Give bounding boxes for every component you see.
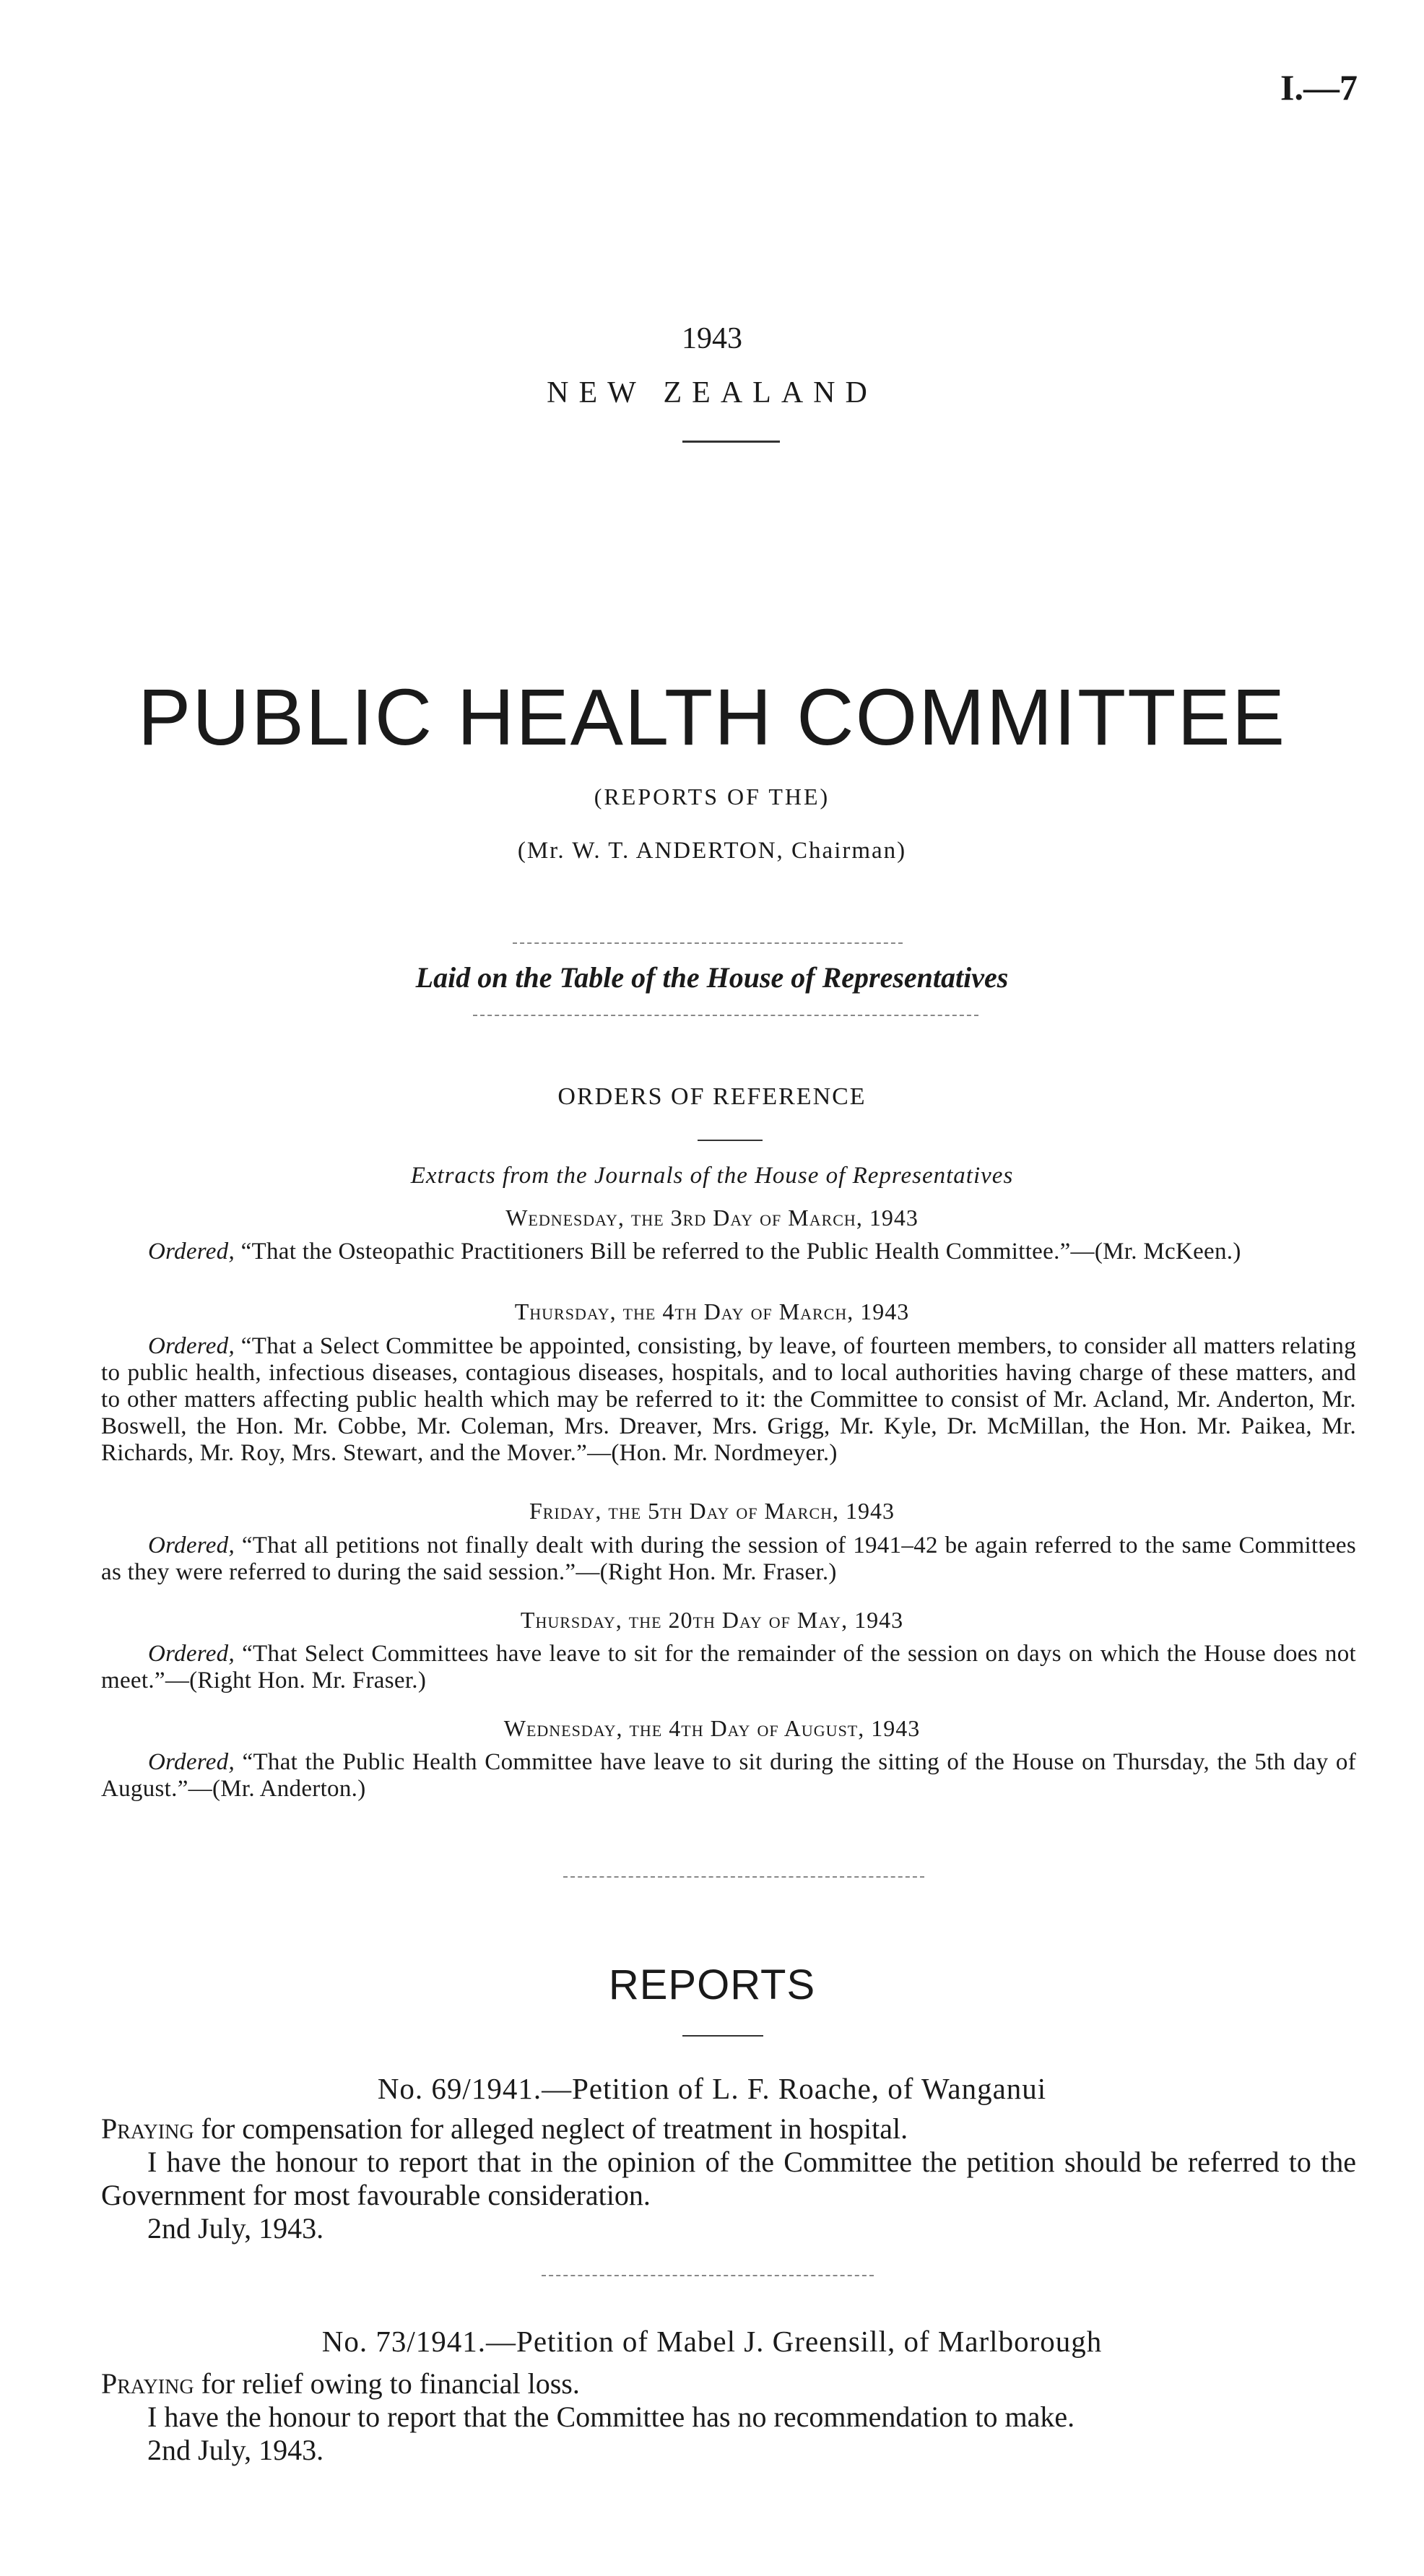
order-body: “That Select Committees have leave to sit for the remainder of the session on days on which the House does not meet.”—(Right Hon. Mr. Fraser.) xyxy=(101,1641,1356,1694)
order-date: Wednesday, the 4th Day of August, 1943 xyxy=(503,1715,921,1741)
page-reference: I.—7 xyxy=(1280,67,1358,108)
divider xyxy=(698,1140,763,1141)
praying-label: Praying xyxy=(101,2112,194,2145)
divider xyxy=(682,441,780,443)
report-text: I have the honour to report that the Committee has no recommendation to make. xyxy=(147,2401,1075,2433)
report-body xyxy=(101,2367,1356,2467)
order-text xyxy=(101,1532,1356,1586)
reports-heading: REPORTS xyxy=(608,1961,816,2008)
divider xyxy=(473,1015,978,1016)
laid-on-table: Laid on the Table of the House of Representatives xyxy=(415,961,1009,994)
order-date: Wednesday, the 3rd Day of March, 1943 xyxy=(505,1205,919,1231)
report-praying xyxy=(101,2367,1356,2401)
order-text xyxy=(101,1239,1356,1265)
order-text xyxy=(101,1641,1356,1694)
order-body: “That the Public Health Committee have leave to sit during the sitting of the House on Thursday, the 5th day of August.”—(Mr. Anderton.) xyxy=(101,1749,1356,1802)
document-subtitle: (REPORTS OF THE) xyxy=(594,784,830,810)
ordered-label: Ordered, xyxy=(148,1641,235,1667)
order-text xyxy=(101,1749,1356,1803)
extracts-line: Extracts from the Journals of the House of Representatives xyxy=(410,1163,1014,1189)
praying-text: for relief owing to financial loss. xyxy=(201,2367,580,2400)
praying-label: Praying xyxy=(101,2367,194,2400)
report-body xyxy=(101,2112,1356,2245)
orders-heading: ORDERS OF REFERENCE xyxy=(557,1083,867,1110)
year: 1943 xyxy=(682,322,742,355)
chairman-line: (Mr. W. T. ANDERTON, Chairman) xyxy=(517,838,907,864)
divider xyxy=(563,1876,924,1878)
order-body: “That a Select Committee be appointed, consisting, by leave, of fourteen members, to consider all matters relating to public health, infectious diseases, contagious diseases, hospitals, and to local authorities having charge of these matters, and to other matters affecting public health which may be referred to it: the Committee to consist of Mr. Acland, Mr. Anderton, Mr. Boswell, the Hon. Mr. Cobbe, Mr. Coleman, Mrs. Dreaver, Mrs. Grigg, Mr. Kyle, Dr. McMillan, the Hon. Mr. Paikea, Mr. Richards, Mr. Roy, Mrs. Stewart, and the Mover.”—(Hon. Mr. Nordmeyer.) xyxy=(101,1333,1356,1466)
order-text xyxy=(101,1333,1356,1467)
report-date: 2nd July, 1943. xyxy=(147,2434,324,2466)
ordered-label: Ordered, xyxy=(148,1239,235,1265)
country: NEW ZEALAND xyxy=(547,376,877,409)
ordered-label: Ordered, xyxy=(148,1749,235,1775)
divider xyxy=(513,942,903,944)
report-praying xyxy=(101,2112,1356,2146)
divider xyxy=(542,2275,874,2276)
order-date: Friday, the 5th Day of March, 1943 xyxy=(529,1498,895,1524)
report-heading: No. 73/1941.—Petition of Mabel J. Greensill, of Marlborough xyxy=(321,2325,1103,2358)
order-date: Thursday, the 4th Day of March, 1943 xyxy=(514,1298,910,1324)
ordered-label: Ordered, xyxy=(148,1532,235,1558)
praying-text: for compensation for alleged neglect of treatment in hospital. xyxy=(201,2112,908,2145)
order-body: “That the Osteopathic Practitioners Bill be referred to the Public Health Committee.”—(Mr. McKeen.) xyxy=(240,1239,1241,1265)
report-text: I have the honour to report that in the opinion of the Committee the petition should be referred to the Government for most favourable consideration. xyxy=(101,2146,1356,2211)
divider xyxy=(682,2035,763,2037)
report-date: 2nd July, 1943. xyxy=(147,2212,324,2245)
ordered-label: Ordered, xyxy=(148,1333,235,1359)
report-heading: No. 69/1941.—Petition of L. F. Roache, of Wanganui xyxy=(377,2072,1047,2105)
document-title: PUBLIC HEALTH COMMITTEE xyxy=(137,673,1287,762)
order-body: “That all petitions not finally dealt with during the session of 1941–42 be again referred to the same Committees as they were referred to during the said session.”—(Right Hon. Mr. Fraser.) xyxy=(101,1532,1356,1585)
order-date: Thursday, the 20th Day of May, 1943 xyxy=(520,1607,904,1633)
